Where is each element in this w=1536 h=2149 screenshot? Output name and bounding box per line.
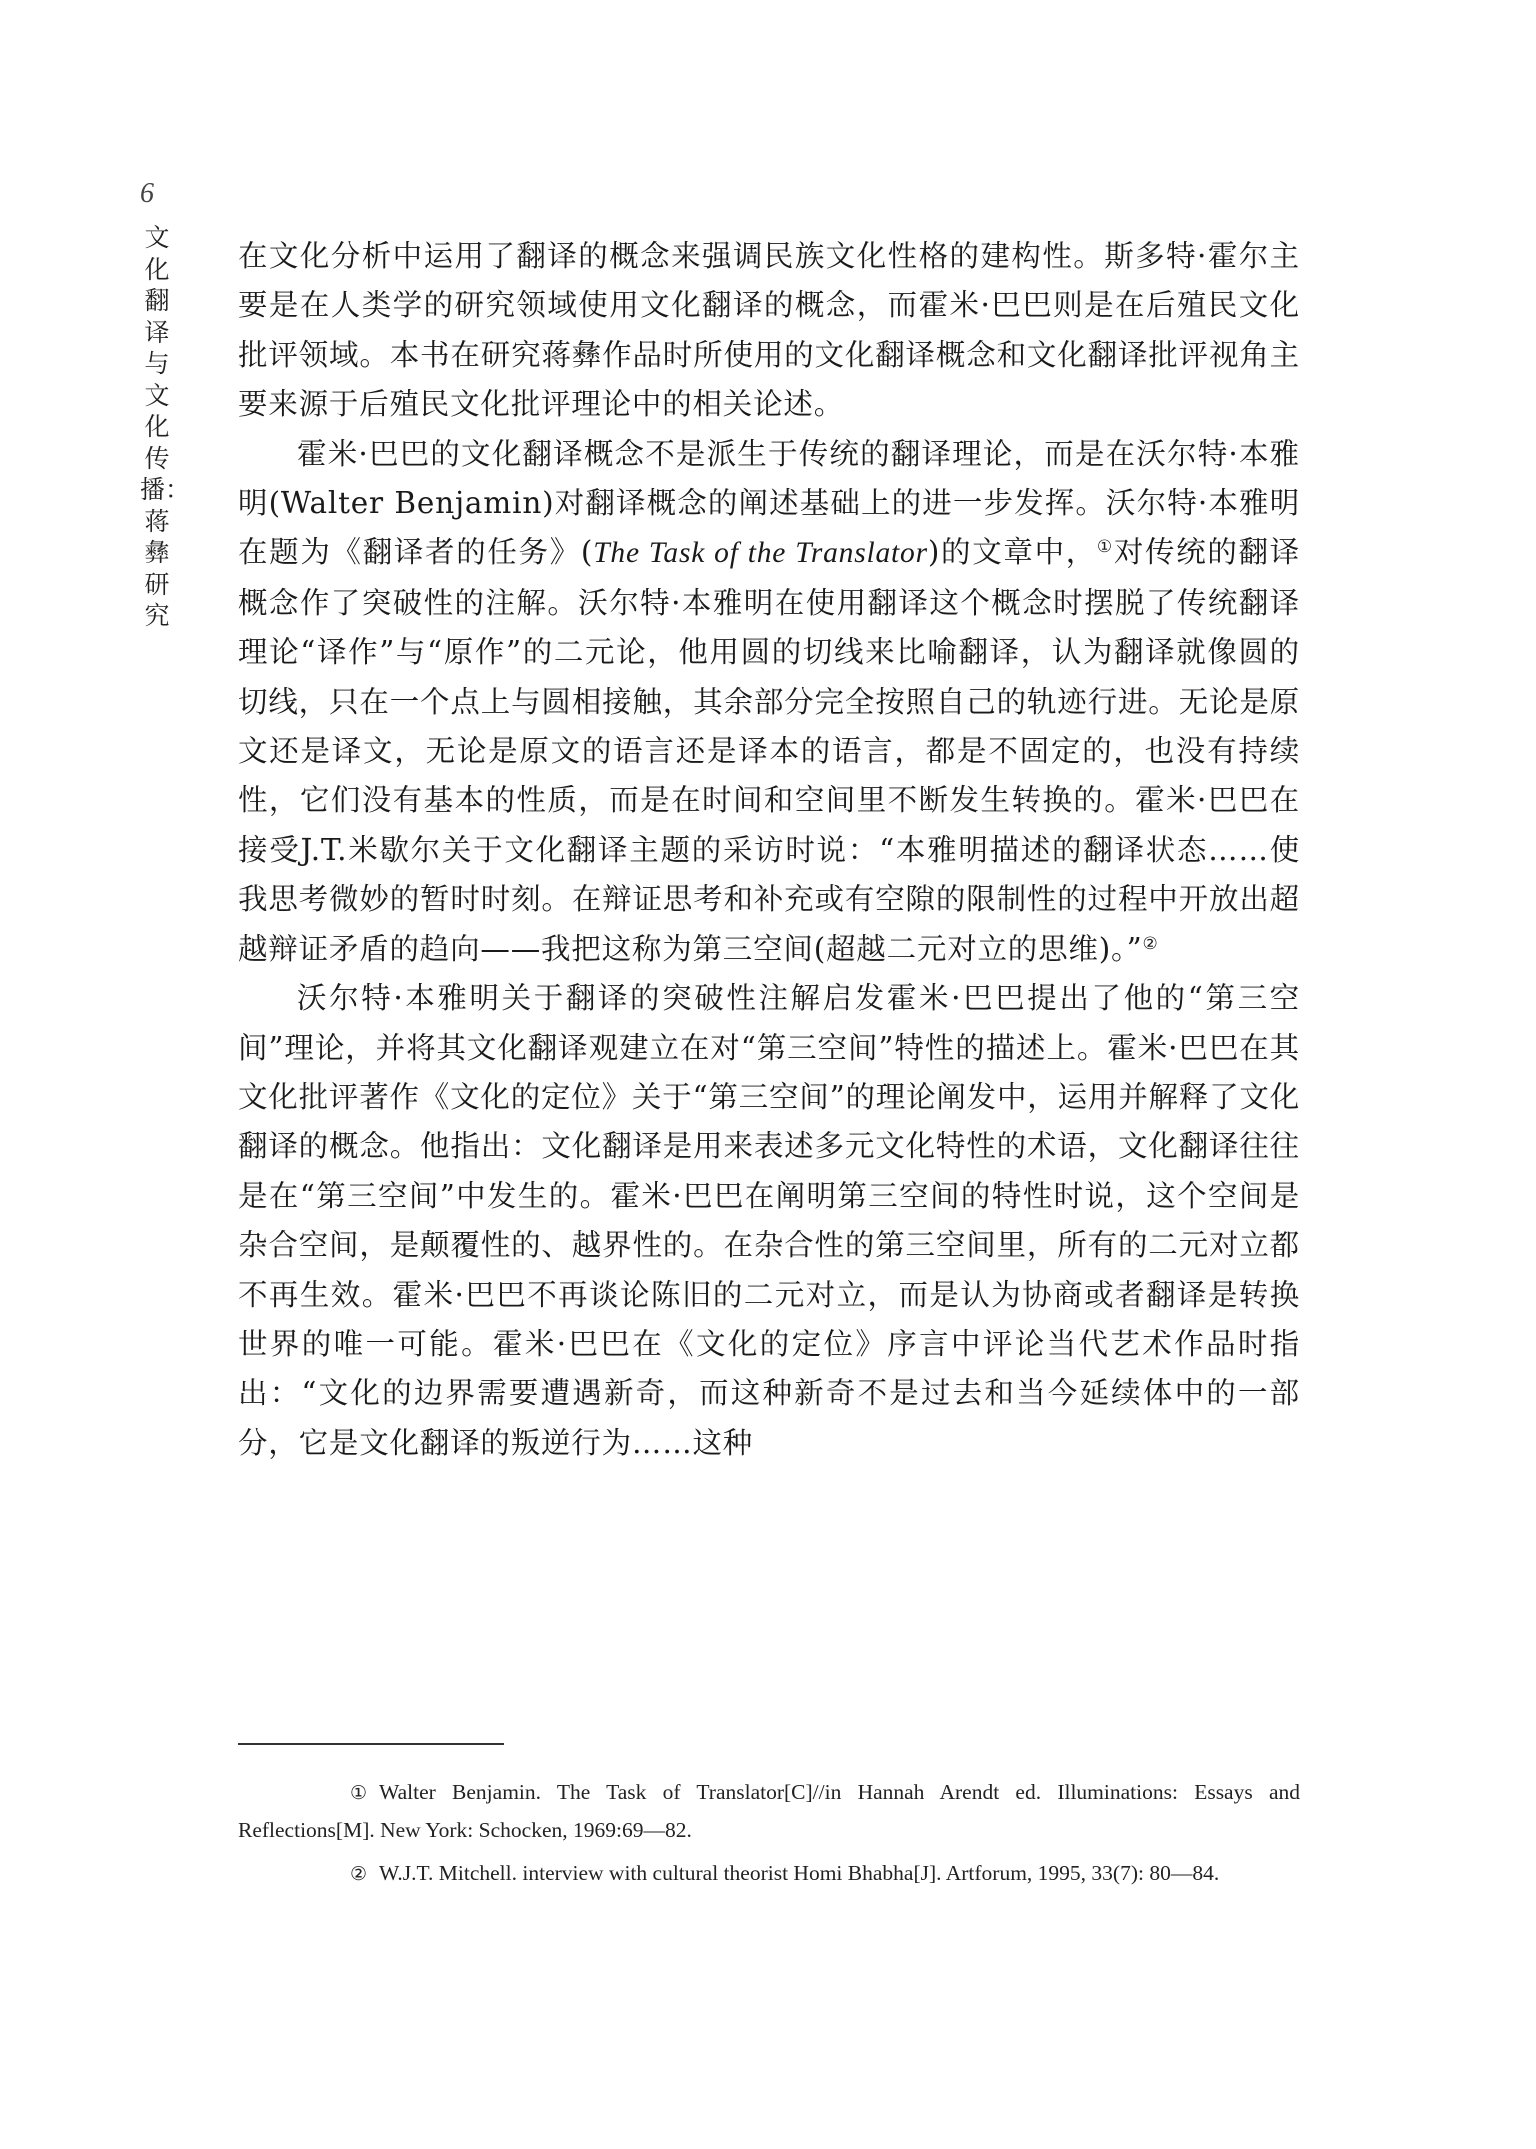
paragraph-2 — [238, 430, 1300, 974]
paragraph-3: 沃尔特·本雅明关于翻译的突破性注解启发霍米·巴巴提出了他的“第三空间”理论，并将其文化翻译观建立在对“第三空间”特性的描述上。霍米·巴巴在其文化批评著作《文化的定位》关于“第三空间”的理论阐发中，运用并解释了文化翻译的概念。他指出：文化翻译是用来表述多元文化特性的术语，文化翻译往往是在“第三空间”中发生的。霍米·巴巴在阐明第三空间的特性时说，这个空间是杂合空间，是颠覆性的、越界性的。在杂合性的第三空间里，所有的二元对立都不再生效。霍米·巴巴不再谈论陈旧的二元对立，而是认为协商或者翻译是转换世界的唯一可能。霍米·巴巴在《文化的定位》序言中评论当代艺术作品时指出：“文化的边界需要遭遇新奇，而这种新奇不是过去和当今延续体中的一部分，它是文化翻译的叛逆行为……这种 — [238, 981, 1300, 1460]
footnotes — [238, 1774, 1300, 1899]
footnote-2 — [238, 1855, 1300, 1893]
paragraph-2-text-a: 霍米·巴巴的文化翻译概念不是派生于传统的翻译理论，而是在沃尔特·本雅明(Walter Benjamin)对翻译概念的阐述基础上的进一步发挥。沃尔特·本雅明在题为《翻译者的任务》( — [238, 436, 1300, 570]
paragraph-2-text-b: )的文章中， — [927, 535, 1097, 570]
footnote-2-text: W.J.T. Mitchell. interview with cultural theorist Homi Bhabha[J]. Artforum, 1995, 33(7): 80—84. — [379, 1861, 1220, 1885]
footnote-1-text: Walter Benjamin. The Task of Translator[C]//in Hannah Arendt ed. Illuminations: Essays and Reflections[M]. New York: Schocken, 1969:69—82. — [238, 1780, 1300, 1842]
footnote-2-marker: ② — [350, 1863, 368, 1885]
footnote-divider — [238, 1743, 504, 1745]
footnote-1-marker: ① — [350, 1782, 368, 1804]
footnote-1 — [238, 1774, 1300, 1849]
book-title-english: The Task of the Translator — [593, 537, 928, 570]
footnote-ref-1: ① — [1096, 537, 1114, 558]
footnote-ref-2: ② — [1142, 933, 1159, 954]
body-text — [238, 232, 1300, 1468]
paragraph-1: 在文化分析中运用了翻译的概念来强调民族文化性格的建构性。斯多特·霍尔主要是在人类学的研究领域使用文化翻译的概念，而霍米·巴巴则是在后殖民文化批评领域。本书在研究蒋彝作品时所使用的文化翻译概念和文化翻译批评视角主要来源于后殖民文化批评理论中的相关论述。 — [238, 239, 1300, 422]
page-number: 6 — [140, 178, 154, 209]
running-head: 文化翻译与文化传播：蒋彝研究 — [140, 223, 191, 630]
paragraph-2-text-c: 对传统的翻译概念作了突破性的注解。沃尔特·本雅明在使用翻译这个概念时摆脱了传统翻译理论“译作”与“原作”的二元论，他用圆的切线来比喻翻译，认为翻译就像圆的切线，只在一个点上与圆相接触，其余部分完全按照自己的轨迹行进。无论是原文还是译文，无论是原文的语言还是译本的语言，都是不固定的，也没有持续性，它们没有基本的性质，而是在时间和空间里不断发生转换的。霍米·巴巴在接受J.T.米歇尔关于文化翻译主题的采访时说：“本雅明描述的翻译状态……使我思考微妙的暂时时刻。在辩证思考和补充或有空隙的限制性的过程中开放出超越辩证矛盾的趋向——我把这称为第三空间(超越二元对立的思维)。” — [238, 535, 1301, 966]
